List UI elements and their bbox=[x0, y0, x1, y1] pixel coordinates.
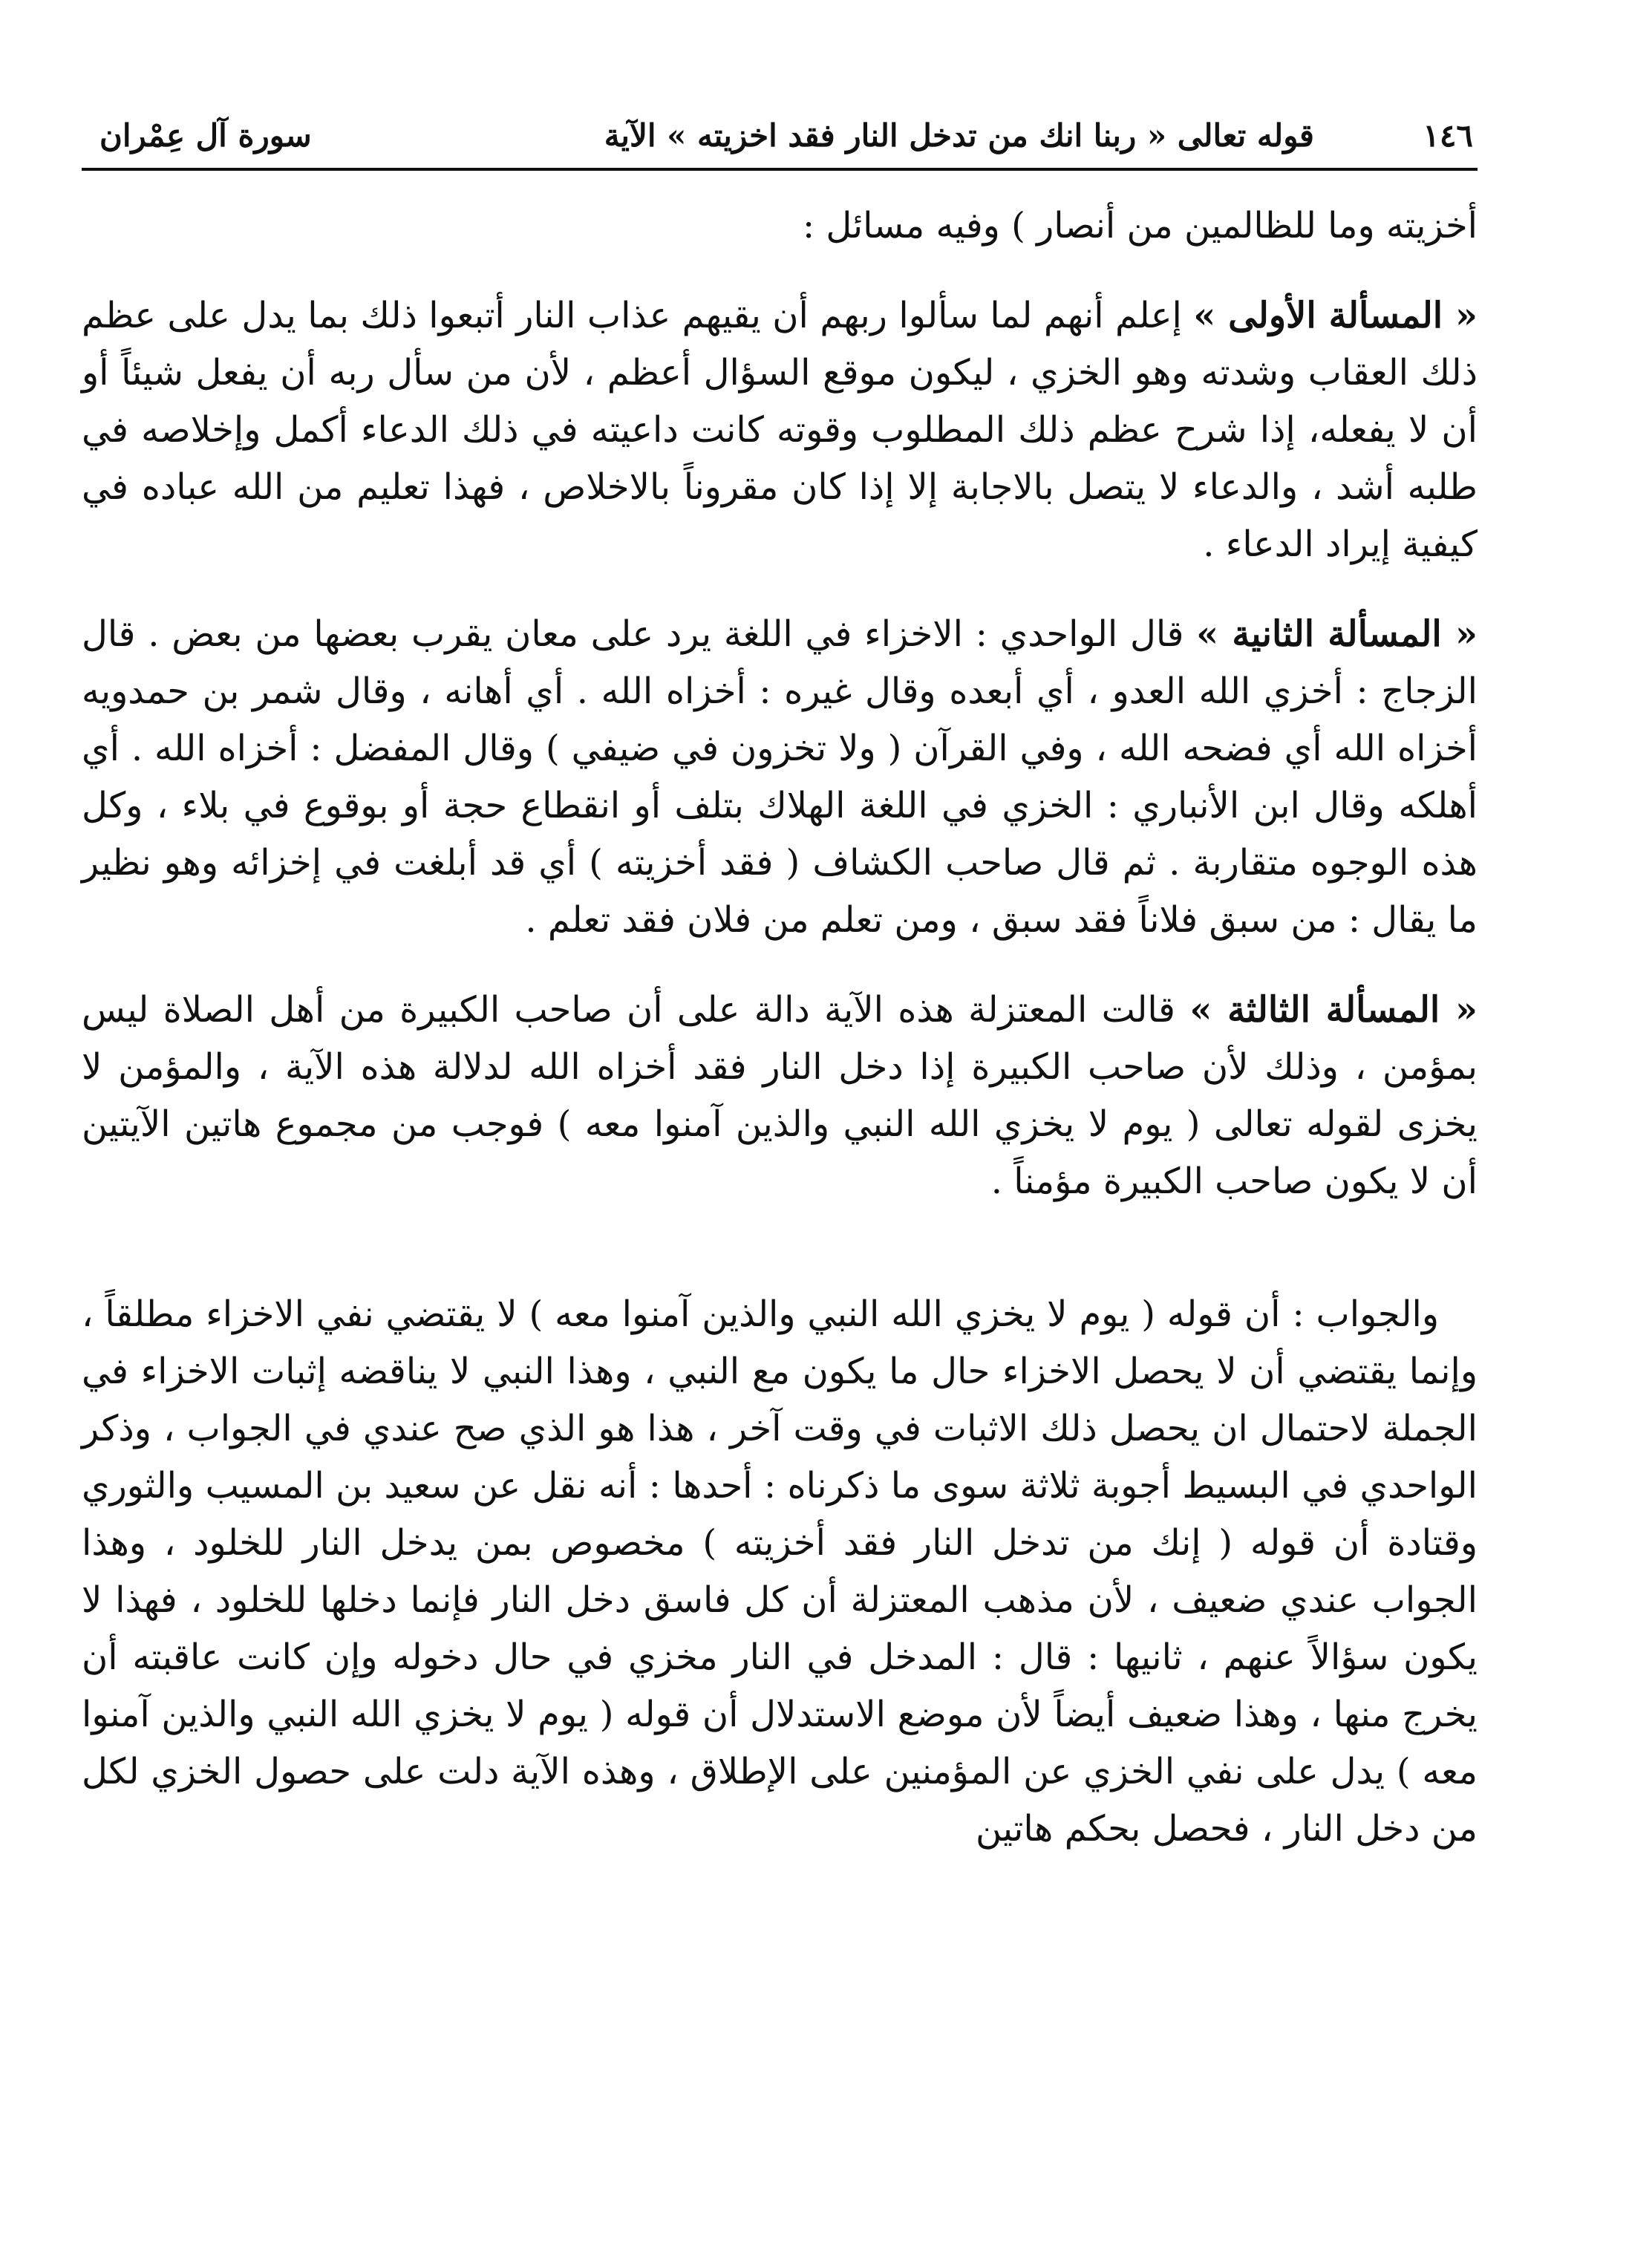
surah-name: سورة آل عِمْران bbox=[99, 117, 312, 154]
running-title: قوله تعالى « ربنا انك من تدخل النار فقد اخزيته » الآية bbox=[604, 117, 1314, 154]
paragraph-third-issue bbox=[82, 982, 1478, 1210]
paragraph-text: قال الواحدي : الاخزاء في اللغة يرد على معان يقرب بعضها من بعض . قال الزجاج : أخزي الله العدو ، أي أبعده وقال غيره : أخزاه الله . أي أهانه ، وقال شمر بن حمدويه أخزاه الله أي فضحه الله ، وفي القرآن ( ولا تخزون في ضيفي ) وقال المفضل : أخزاه الله . أي أهلكه وقال ابن الأنباري : الخزي في اللغة الهلاك بتلف أو انقطاع حجة أو بوقوع في بلاء ، وكل هذه الوجوه متقاربة . ثم قال صاحب الكشاف ( فقد أخزيته ) أي قد أبلغت في إخزائه وهو نظير ما يقال : من سبق فلاناً فقد سبق ، ومن تعلم من فلان فقد تعلم . bbox=[82, 613, 1478, 941]
paragraph-text: أخزيته وما للظالمين من أنصار ) وفيه مسائل : bbox=[802, 205, 1478, 247]
issue-heading-first: « المسألة الأولى » bbox=[1193, 295, 1478, 336]
issue-heading-third: « المسألة الثالثة » bbox=[1189, 989, 1478, 1031]
paragraph-second-issue bbox=[82, 606, 1478, 949]
paragraph-text: والجواب : أن قوله ( يوم لا يخزي الله النبي والذين آمنوا معه ) لا يقتضي نفي الاخزاء مطلقاً ، وإنما يقتضي أن لا يحصل الاخزاء حال ما يكون مع النبي ، وهذا النبي لا يناقضه إثبات الاخزاء في الجملة لاحتمال ان يحصل ذلك الاثبات في وقت آخر ، هذا هو الذي صح عندي في الجواب ، وذكر الواحدي في البسيط أجوبة ثلاثة سوى ما ذكرناه : أحدها : أنه نقل عن سعيد بن المسيب والثوري وقتادة أن قوله ( إنك من تدخل النار فقد أخزيته ) مخصوص بمن يدخل النار للخلود ، وهذا الجواب عندي ضعيف ، لأن مذهب المعتزلة أن كل فاسق دخل النار فإنما دخلها للخلود ، فهذا لا يكون سؤالاً عنهم ، ثانيها : قال : المدخل في النار مخزي في حال دخوله وإن كانت عاقبته أن يخرج منها ، وهذا ضعيف أيضاً لأن موضع الاستدلال أن قوله ( يوم لا يخزي الله النبي والذين آمنوا معه ) يدل على نفي الخزي عن المؤمنين على الإطلاق ، وهذه الآية دلت على حصول الخزي لكل من دخل النار ، فحصل بحكم هاتين bbox=[82, 1293, 1478, 1850]
paragraph-intro bbox=[82, 198, 1478, 255]
paragraph-first-issue bbox=[82, 287, 1478, 573]
page-header bbox=[82, 97, 1478, 171]
paragraph-text: إعلم أنهم لما سألوا ربهم أن يقيهم عذاب النار أتبعوا ذلك بما يدل على عظم ذلك العقاب وشدته وهو الخزي ، ليكون موقع السؤال أعظم ، لأن من سأل ربه أن يفعل شيئاً أو أن لا يفعله، إذا شرح عظم ذلك المطلوب وقوته كانت داعيته في ذلك الدعاء أكمل وإخلاصه في طلبه أشد ، والدعاء لا يتصل بالاجابة إلا إذا كان مقروناً بالاخلاص ، فهذا تعليم من الله عباده في كيفية إيراد الدعاء . bbox=[82, 295, 1478, 565]
issue-heading-second: « المسألة الثانية » bbox=[1196, 613, 1478, 655]
paragraph-answer bbox=[82, 1286, 1478, 1858]
page-content bbox=[82, 198, 1478, 1858]
page-number: ١٤٦ bbox=[1423, 117, 1473, 154]
book-page bbox=[82, 97, 1478, 2220]
paragraph-text: قالت المعتزلة هذه الآية دالة على أن صاحب الكبيرة من أهل الصلاة ليس بمؤمن ، وذلك لأن صاحب الكبيرة إذا دخل النار فقد أخزاه الله لدلالة هذه الآية ، والمؤمن لا يخزى لقوله تعالى ( يوم لا يخزي الله النبي والذين آمنوا معه ) فوجب من مجموع هاتين الآيتين أن لا يكون صاحب الكبيرة مؤمناً . bbox=[82, 989, 1478, 1202]
